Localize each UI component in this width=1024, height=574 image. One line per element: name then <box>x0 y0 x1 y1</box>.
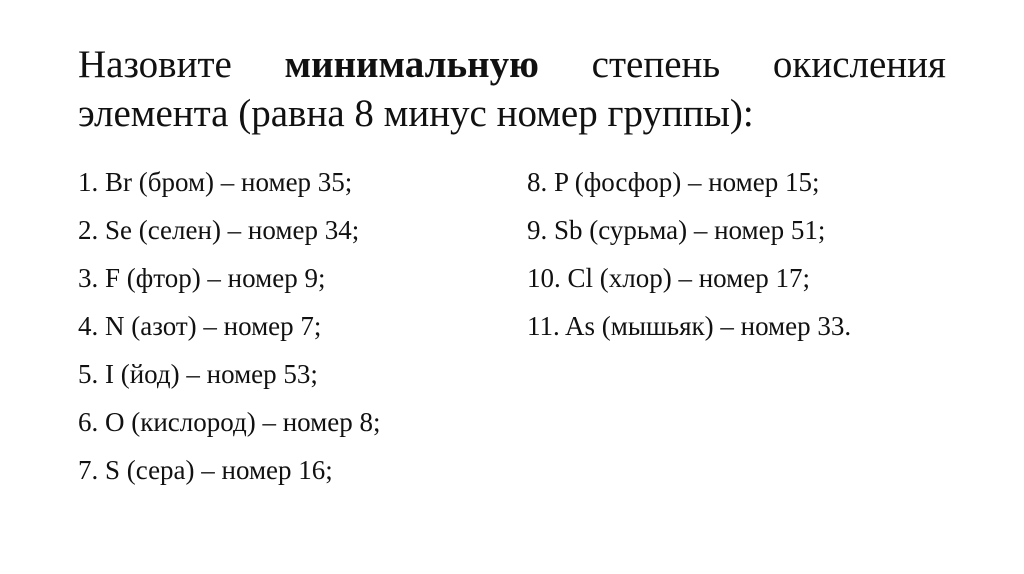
title-emphasis: минимальную <box>284 43 539 86</box>
title-text-start: Назовите <box>78 43 285 86</box>
list-item: 2. Se (селен) – номер 34; <box>78 215 360 245</box>
list-item: 3. F (фтор) – номер 9; <box>78 263 326 293</box>
list-item: 7. S (сера) – номер 16; <box>78 455 333 485</box>
title-text-end: степень окисления элемента (равна 8 минус номер группы): <box>78 43 946 135</box>
list-item: 4. N (азот) – номер 7; <box>78 311 322 341</box>
element-list-left <box>78 158 498 494</box>
list-item: 10. Cl (хлор) – номер 17; <box>527 263 810 293</box>
list-item: 6. O (кислород) – номер 8; <box>78 407 381 437</box>
list-item: 1. Br (бром) – номер 35; <box>78 167 353 197</box>
list-item: 11. As (мышьяк) – номер 33. <box>527 311 852 341</box>
slide-title <box>78 40 946 138</box>
list-item: 8. P (фосфор) – номер 15; <box>527 167 820 197</box>
list-item: 5. I (йод) – номер 53; <box>78 359 318 389</box>
element-list-right <box>527 158 967 350</box>
list-item: 9. Sb (сурьма) – номер 51; <box>527 215 826 245</box>
